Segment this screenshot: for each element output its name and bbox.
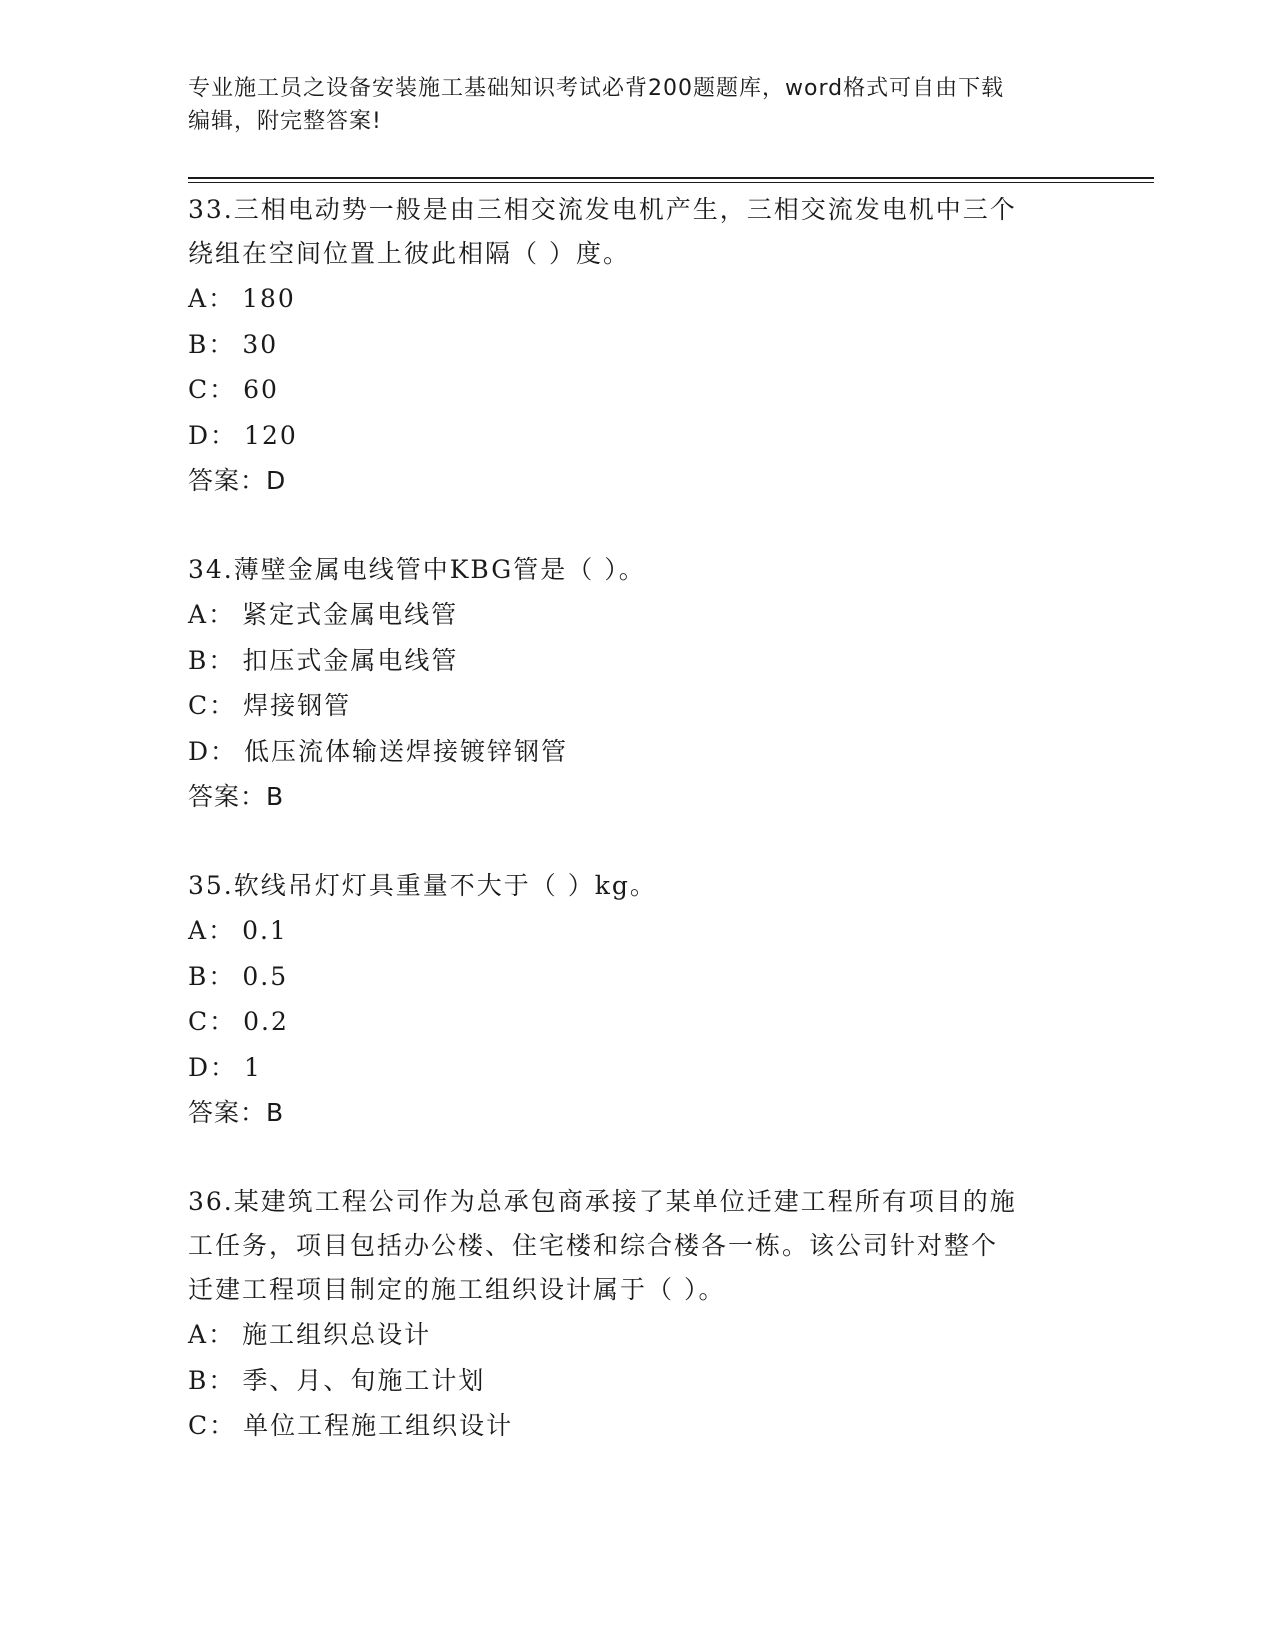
option-text: 0.5 (242, 961, 289, 991)
header-divider-thick (188, 177, 1154, 179)
question-text-line: 35.软线吊灯灯具重量不大于（ ）kg。 (188, 871, 657, 900)
question-text-line: 34.薄壁金属电线管中KBG管是（ ）。 (188, 555, 646, 584)
option-separator: ： (208, 916, 236, 945)
option-text: 焊接钢管 (243, 691, 352, 720)
option-letter: B (188, 1365, 209, 1395)
option-letter: C (188, 1007, 210, 1036)
answer-option (188, 1403, 1088, 1449)
question-block (188, 864, 1088, 1135)
option-text: 施工组织总设计 (242, 1320, 432, 1349)
option-text: 低压流体输送焊接镀锌钢管 (244, 736, 569, 766)
answer-option (188, 954, 1088, 1000)
option-text: 0.1 (242, 916, 288, 945)
option-text: 季、月、旬施工计划 (242, 1365, 486, 1395)
answer-option (188, 592, 1088, 638)
answer-option (188, 683, 1088, 729)
answer-option (188, 322, 1088, 368)
option-letter: D (188, 736, 211, 766)
header-line-2: 编辑，附完整答案! (188, 109, 382, 134)
question-text-line: 工任务，项目包括办公楼、住宅楼和综合楼各一栋。该公司针对整个 (188, 1231, 999, 1260)
answer-option (188, 413, 1088, 459)
option-letter: B (188, 329, 209, 359)
option-text: 扣压式金属电线管 (242, 645, 459, 675)
option-separator: ： (209, 1411, 237, 1440)
question-text-line: 迁建工程项目制定的施工组织设计属于（ ）。 (188, 1275, 726, 1304)
answer-key: 答案：D (188, 466, 287, 495)
option-letter: A (188, 600, 209, 629)
answer-option (188, 1312, 1088, 1358)
option-letter: B (188, 645, 209, 675)
option-separator: ： (208, 961, 236, 991)
option-letter: C (188, 1411, 210, 1440)
answer-key: 答案：B (188, 782, 285, 811)
answer-option (188, 1358, 1088, 1404)
question-text-line: 36.某建筑工程公司作为总承包商承接了某单位迁建工程所有项目的施 (188, 1187, 1017, 1216)
option-text: 60 (243, 375, 279, 404)
option-separator: ： (210, 1052, 238, 1082)
answer-option (188, 367, 1088, 413)
document-header (188, 72, 1078, 138)
answer-key: 答案：B (188, 1098, 285, 1127)
option-separator: ： (209, 1007, 237, 1036)
question-list (188, 188, 1088, 1494)
option-letter: D (188, 420, 211, 450)
option-separator: ： (208, 600, 236, 629)
option-text: 0.2 (243, 1007, 289, 1036)
header-divider-thin (188, 182, 1154, 183)
option-letter: A (188, 1320, 209, 1349)
option-text: 180 (242, 284, 296, 313)
question-block (188, 548, 1088, 819)
option-separator: ： (208, 1320, 236, 1349)
answer-option (188, 729, 1088, 775)
option-separator: ： (209, 375, 237, 404)
option-letter: B (188, 961, 209, 991)
option-separator: ： (208, 645, 236, 675)
option-text: 30 (242, 329, 279, 359)
option-letter: C (188, 691, 210, 720)
question-text-line: 绕组在空间位置上彼此相隔（ ）度。 (188, 239, 630, 268)
question-block (188, 1180, 1088, 1449)
option-separator: ： (210, 420, 238, 450)
header-line-1: 专业施工员之设备安装施工基础知识考试必背200题题库，word格式可自由下载 (188, 76, 1005, 101)
question-text-line: 33.三相电动势一般是由三相交流发电机产生，三相交流发电机中三个 (188, 195, 1017, 224)
option-letter: A (188, 284, 209, 313)
question-block (188, 188, 1088, 503)
option-letter: A (188, 916, 209, 945)
option-separator: ： (208, 1365, 236, 1395)
option-letter: D (188, 1052, 211, 1082)
option-text: 单位工程施工组织设计 (243, 1411, 514, 1440)
option-text: 120 (244, 420, 298, 450)
option-text: 1 (244, 1052, 262, 1082)
option-separator: ： (210, 736, 238, 766)
option-separator: ： (208, 284, 236, 313)
answer-option (188, 999, 1088, 1045)
answer-option (188, 638, 1088, 684)
answer-option (188, 276, 1088, 322)
answer-option (188, 1045, 1088, 1091)
option-letter: C (188, 375, 210, 404)
option-separator: ： (209, 691, 237, 720)
answer-option (188, 908, 1088, 954)
option-separator: ： (208, 329, 236, 359)
option-text: 紧定式金属电线管 (242, 600, 459, 629)
